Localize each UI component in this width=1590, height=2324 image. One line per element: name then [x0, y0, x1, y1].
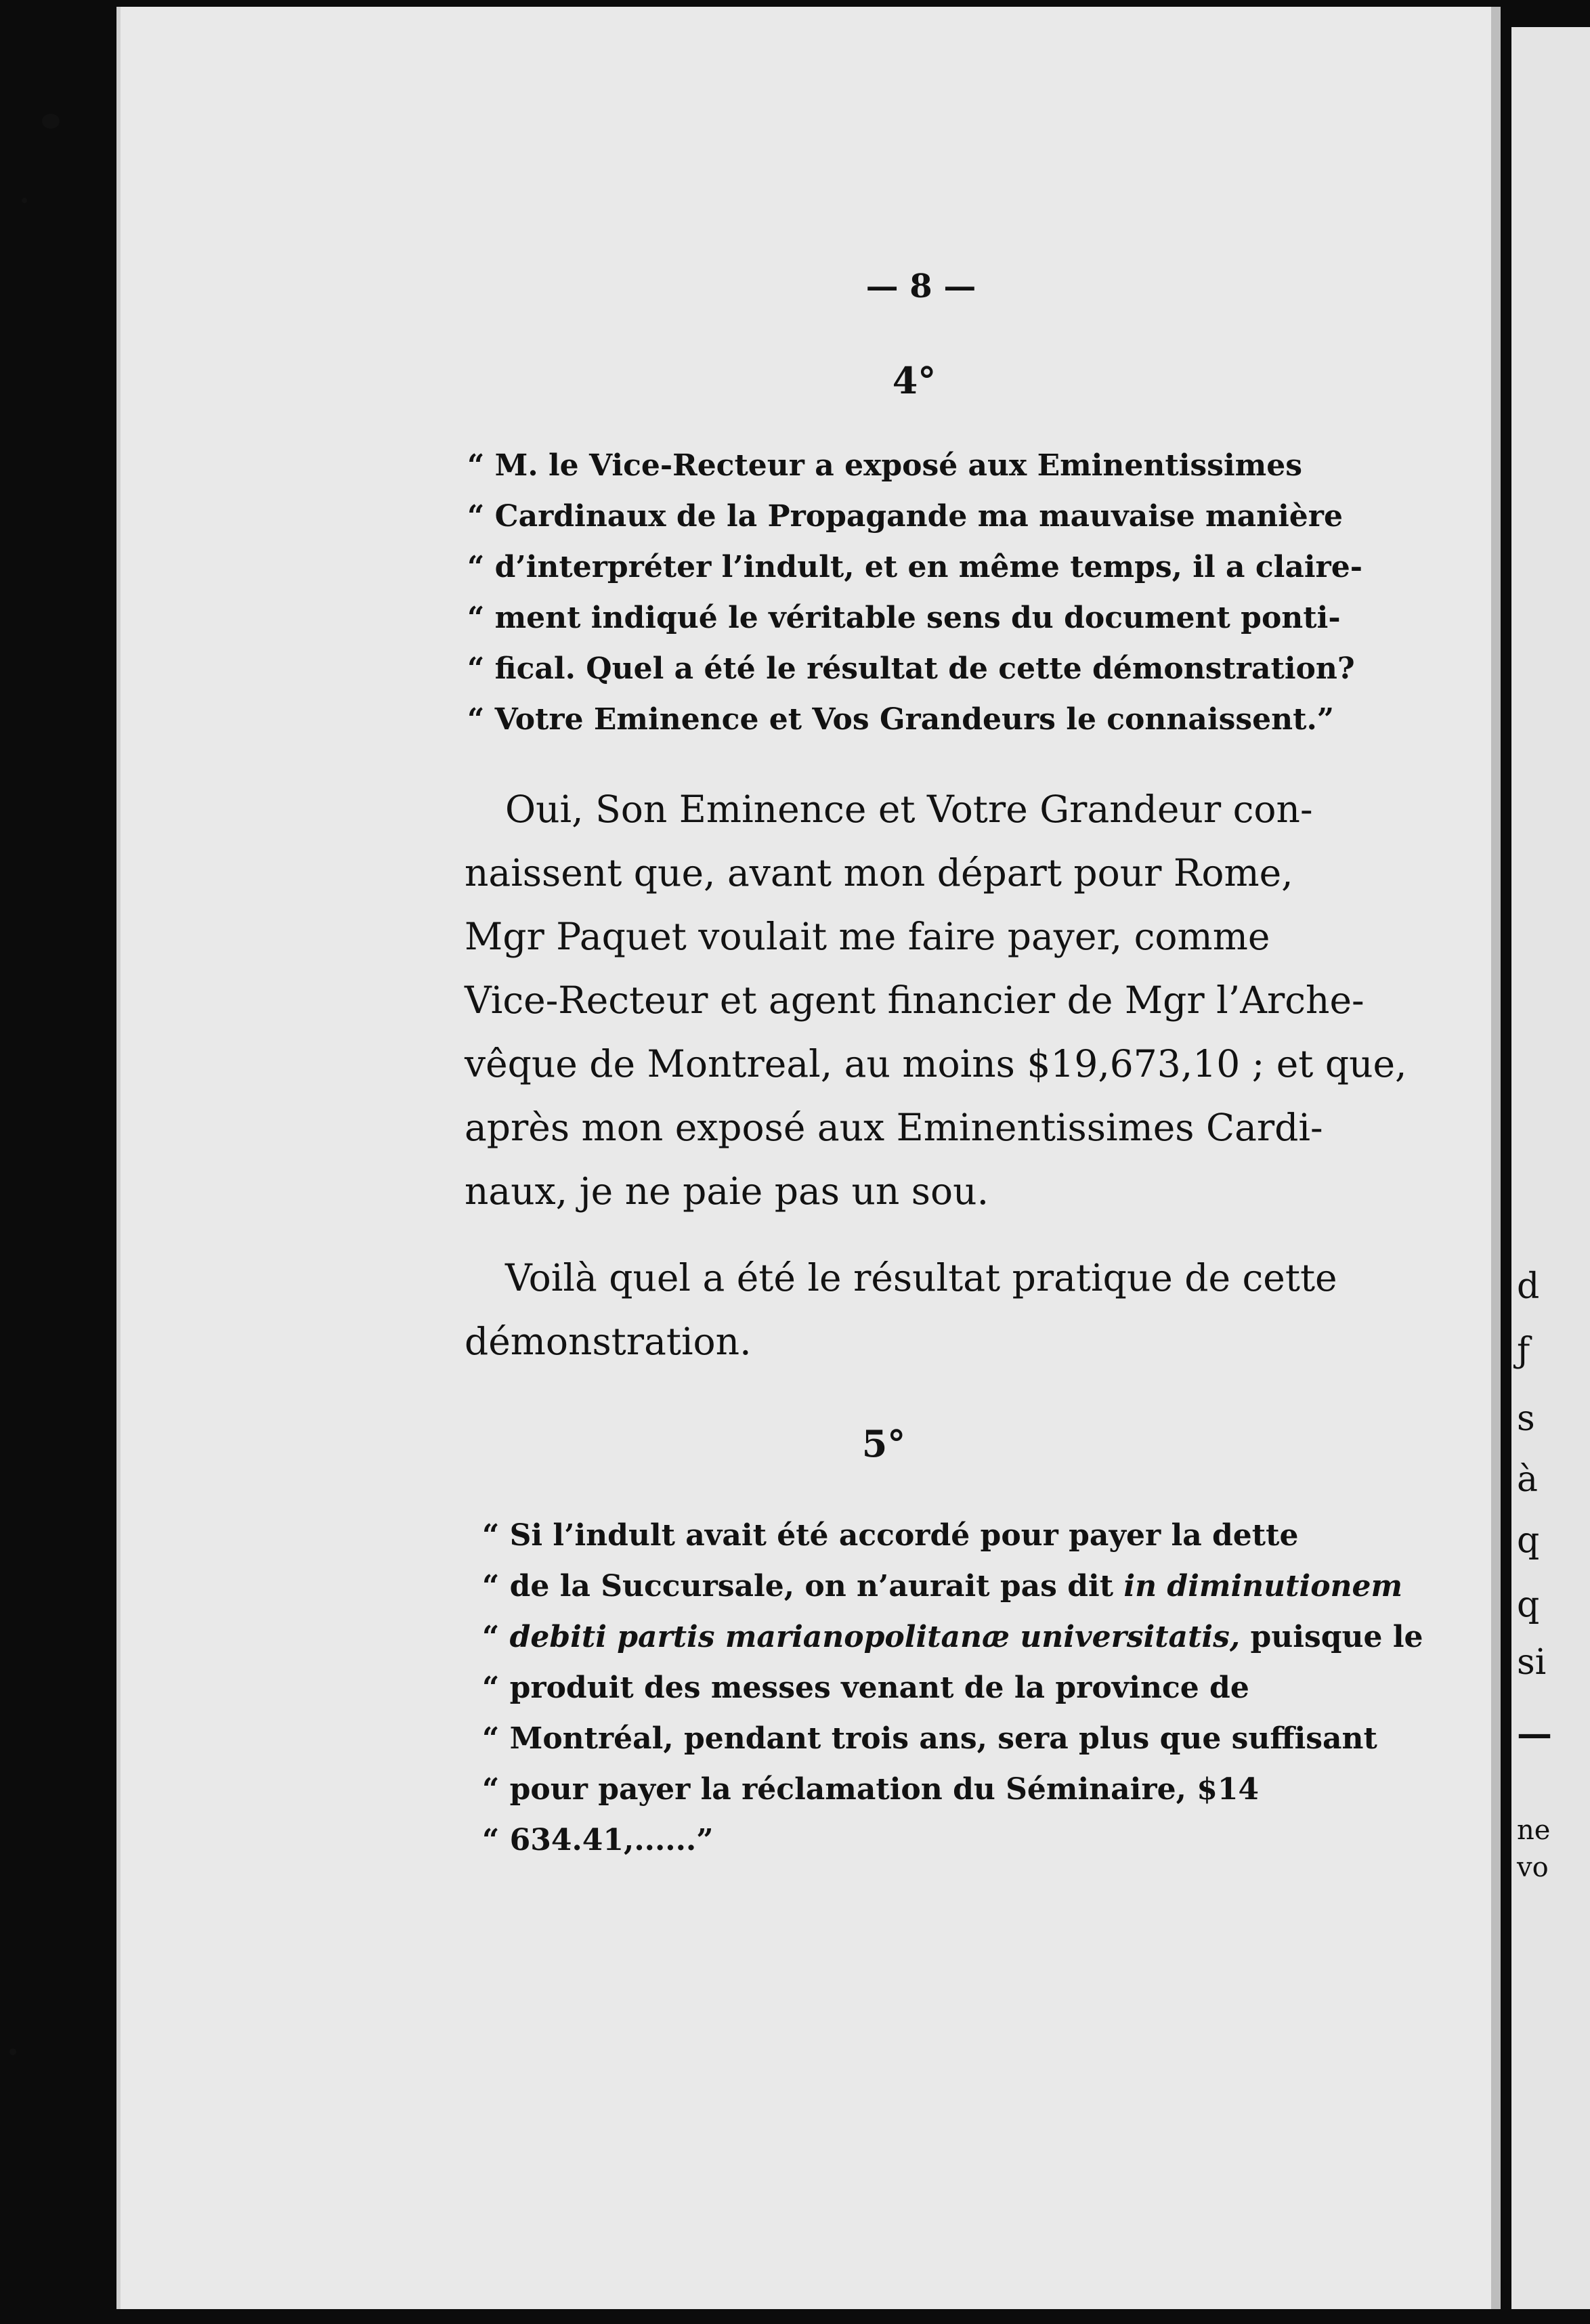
quote-line: “ produit des messes venant de la province de [482, 1671, 1249, 1705]
paragraph-line: naux, je ne paie pas un sou. [465, 1169, 989, 1213]
body-paragraph-1 [465, 777, 1407, 1223]
paragraph-line: naissent que, avant mon départ pour Rome, [465, 851, 1293, 895]
quote-line [482, 1612, 1423, 1662]
latin-phrase: in diminutionem [1123, 1569, 1403, 1604]
latin-phrase: debiti partis marianopolitanæ universitatis, [509, 1620, 1241, 1654]
section-heading-4: 4° [892, 359, 937, 402]
quote-mark: “ [482, 1620, 510, 1654]
quote-text: “ de la Succursale, on n’aurait pas dit [482, 1569, 1124, 1604]
facing-fragment: q [1517, 1585, 1540, 1625]
paragraph-line: Vice-Recteur et agent financier de Mgr l’Arche- [465, 978, 1365, 1022]
facing-page-strip [1511, 27, 1590, 2309]
quote-block-5 [482, 1510, 1423, 1866]
facing-fragment: q [1517, 1520, 1540, 1561]
facing-fragment: si [1517, 1642, 1547, 1683]
quote-line: “ M. le Vice-Recteur a exposé aux Eminentissimes [467, 448, 1302, 483]
paragraph-line: démonstration. [465, 1320, 752, 1363]
facing-fragment: s [1517, 1398, 1535, 1439]
paragraph-line: vêque de Montreal, au moins $19,673,10 ; et que, [465, 1042, 1407, 1085]
facing-fragment: d [1517, 1266, 1540, 1307]
paragraph-line: après mon exposé aux Eminentissimes Cardi- [465, 1106, 1323, 1149]
paragraph-line: Voilà quel a été le résultat pratique de cette [505, 1256, 1337, 1299]
quote-block-4 [467, 440, 1362, 745]
scan-speck [42, 114, 60, 129]
quote-line: “ fical. Quel a été le résultat de cette démonstration? [467, 651, 1355, 686]
facing-fragment: ƒ [1517, 1331, 1530, 1371]
quote-line: “ Montréal, pendant trois ans, sera plus que suffisant [482, 1721, 1377, 1756]
quote-line: “ ment indiqué le véritable sens du document ponti- [467, 601, 1341, 635]
quote-line: “ Votre Eminence et Vos Grandeurs le connaissent.” [467, 702, 1335, 737]
scan-speck [22, 198, 27, 203]
quote-line: “ pour payer la réclamation du Séminaire, $14 [482, 1772, 1260, 1807]
body-paragraph-2 [465, 1246, 1352, 1373]
paragraph-line: Mgr Paquet voulait me faire payer, comme [465, 915, 1270, 958]
page-number: — 8 — [865, 267, 976, 305]
quote-line: “ Si l’indult avait été accordé pour payer la dette [482, 1518, 1299, 1553]
facing-fragment: à [1517, 1459, 1539, 1500]
facing-fragment: vo [1517, 1852, 1549, 1883]
quote-line: “ 634.41,......” [482, 1823, 714, 1857]
scan-speck [9, 2048, 16, 2055]
section-heading-5: 5° [861, 1422, 906, 1465]
quote-line: “ Cardinaux de la Propagande ma mauvaise manière [467, 499, 1343, 534]
page-edge [1491, 7, 1501, 2309]
quote-line [482, 1561, 1403, 1612]
facing-fragment: — [1517, 1713, 1552, 1755]
quote-text: puisque le [1240, 1620, 1423, 1654]
quote-line: “ d’interpréter l’indult, et en même temps, il a claire- [467, 550, 1362, 584]
paragraph-line: Oui, Son Eminence et Votre Grandeur con- [505, 788, 1313, 831]
facing-fragment: ne [1517, 1815, 1551, 1846]
